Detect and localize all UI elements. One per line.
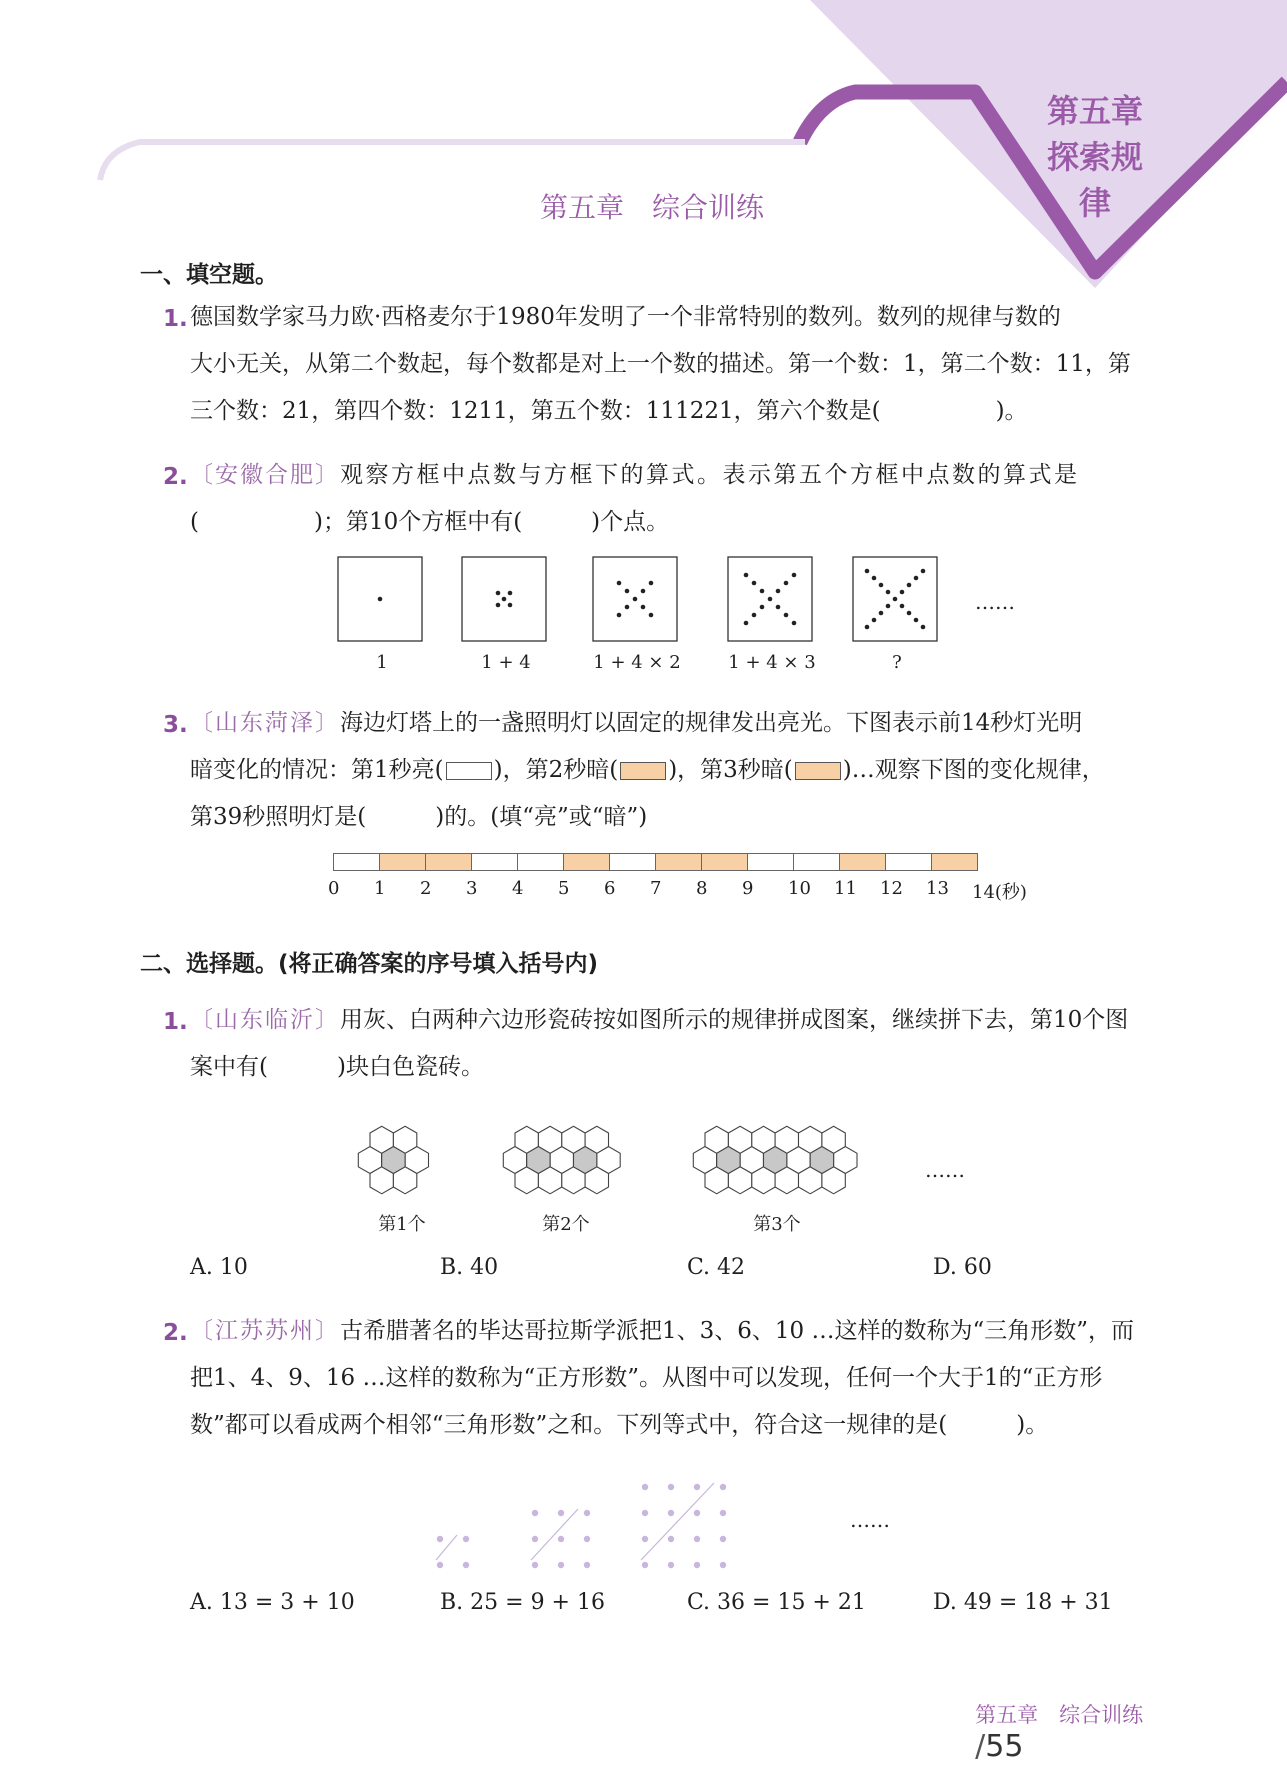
q2-ellipsis: …… [975,590,1015,614]
section1-title: 一、填空题。 [140,262,278,288]
s2q1-option-a: A. 10 [190,1255,248,1280]
grid-dot [668,1510,674,1516]
q2-line2: ( )；第10个方框中有( )个点。 [190,509,670,535]
grid-dot [584,1536,590,1542]
s2q2-number: 2. [163,1320,188,1346]
tick-label: 4 [512,878,524,899]
footer-label: 第五章 综合训练 [975,1703,1144,1727]
s2q1-line1-text: 用灰、白两种六边形瓷砖按如图所示的规律拼成图案，继续拼下去，第10个图 [340,1007,1129,1033]
tick-label: 1 [374,878,386,899]
dot-boxes-figure [330,552,950,652]
dark-swatch-1 [620,762,666,780]
tick-label: 7 [650,878,662,899]
q3-region-tag: 〔山东菏泽〕 [190,710,340,736]
dot-square-numbers-figure [430,1475,790,1575]
footer-separator: / [975,1729,986,1764]
q2-caption-4: 1 + 4 × 3 [728,652,816,673]
q3-line1 [190,700,1190,747]
hexagon-patterns-figure [350,1110,890,1210]
grid-dot [720,1536,726,1542]
q2-region-tag: 〔安徽合肥〕 [190,462,340,488]
s2q2-region-tag: 〔江苏苏州〕 [190,1318,340,1344]
second-light [333,853,380,871]
light-swatch [446,762,492,780]
q3-line2-part1: 暗变化的情况：第1秒亮( [190,757,444,783]
grid-dot [668,1562,674,1568]
hex-caption-2: 第2个 [542,1214,590,1235]
grid-dot [668,1536,674,1542]
grid-dot [558,1510,564,1516]
tick-label: 2 [420,878,432,899]
s2q2-line1 [190,1308,1190,1355]
grid-dot [437,1536,443,1542]
q3-line2 [190,747,1190,794]
grid-dot [584,1510,590,1516]
grid-dot [584,1562,590,1568]
q2-caption-3: 1 + 4 × 2 [593,652,681,673]
grid-dot [694,1510,700,1516]
tick-label: 14(秒) [972,882,1027,903]
grid-dot [437,1562,443,1568]
tick-label: 11 [834,878,857,899]
second-dark [931,853,978,871]
grid-dot [558,1562,564,1568]
q2-caption-5: ? [892,652,902,673]
chapter-label-line2: 探索规律 [1046,138,1143,222]
dark-swatch-2 [795,762,841,780]
s2q2-line3: 数”都可以看成两个相邻“三角形数”之和。下列等式中，符合这一规律的是( )。 [190,1412,1049,1438]
divider-line [641,1483,714,1560]
s2q1-region-tag: 〔山东临沂〕 [190,1007,340,1033]
grid-dot [558,1536,564,1542]
s2q2-option-b: B. 25 = 9 + 16 [440,1590,605,1615]
grid-dot [463,1536,469,1542]
q3-line1-text: 海边灯塔上的一盏照明灯以固定的规律发出亮光。下图表示前14秒灯光明 [340,710,1083,736]
grid-dot [642,1562,648,1568]
q1-line1: 德国数学家马力欧·西格麦尔于1980年发明了一个非常特别的数列。数列的规律与数的 [190,304,1061,330]
s2q2-option-d: D. 49 = 18 + 31 [933,1590,1113,1615]
tick-label: 0 [328,878,340,899]
s2q2-ellipsis: …… [850,1508,890,1532]
divider-line [531,1509,578,1560]
grid-dot [532,1536,538,1542]
q1-line2: 大小无关，从第二个数起，每个数都是对上一个数的描述。第一个数：1，第二个数：11，第 [190,351,1131,377]
section2-title: 二、选择题。(将正确答案的序号填入括号内) [140,951,599,977]
q2-line1 [190,452,1190,499]
second-light [517,853,564,871]
grid-dot [694,1562,700,1568]
chapter-label [1040,88,1150,226]
hex-caption-3: 第3个 [753,1214,801,1235]
grid-dot [668,1484,674,1490]
tick-label: 9 [742,878,754,899]
s2q2-option-c: C. 36 = 15 + 21 [687,1590,866,1615]
tick-label: 8 [696,878,708,899]
second-light [609,853,656,871]
tick-label: 5 [558,878,570,899]
grid-dot [642,1484,648,1490]
q1-line3: 三个数：21，第四个数：1211，第五个数：111221，第六个数是( )。 [190,398,1028,424]
chapter-label-line1: 第五章 [1046,92,1143,130]
q3-number: 3. [163,712,188,738]
grid-dot [642,1536,648,1542]
s2q1-line1 [190,997,1190,1044]
q3-line2-part3: )，第3秒暗( [668,757,793,783]
grid-dot [532,1562,538,1568]
grid-dot [694,1484,700,1490]
tick-label: 6 [604,878,616,899]
s2q1-number: 1. [163,1009,188,1035]
second-dark [701,853,748,871]
s2q1-option-d: D. 60 [933,1255,992,1280]
s2q2-option-a: A. 13 = 3 + 10 [190,1590,355,1615]
tick-label: 12 [880,878,903,899]
second-dark [839,853,886,871]
hex-caption-1: 第1个 [378,1214,426,1235]
s2q2-line2: 把1、4、9、16 …这样的数称为“正方形数”。从图中可以发现，任何一个大于1的“正方形 [190,1365,1103,1391]
q3-line3: 第39秒照明灯是( )的。(填“亮”或“暗”) [190,804,648,830]
s2q2-line1-text: 古希腊著名的毕达哥拉斯学派把1、3、6、10 …这样的数称为“三角形数”，而 [340,1318,1134,1344]
tick-label: 13 [926,878,949,899]
tick-label: 3 [466,878,478,899]
second-light [885,853,932,871]
s2q1-option-c: C. 42 [687,1255,746,1280]
grid-dot [642,1510,648,1516]
page-title: 第五章 综合训练 [540,191,765,224]
grid-dot [720,1510,726,1516]
second-light [747,853,794,871]
footer [965,1680,1143,1764]
s2q1-line2: 案中有( )块白色瓷砖。 [190,1054,484,1080]
tick-label: 10 [788,878,811,899]
grid-dot [720,1484,726,1490]
second-light [471,853,518,871]
q3-line2-part4: )…观察下图的变化规律， [842,757,1105,783]
second-dark [655,853,702,871]
q2-line1-text: 观察方框中点数与方框下的算式。表示第五个方框中点数的算式是 [340,462,1080,488]
light-timeline-bar [333,853,977,871]
second-dark [379,853,426,871]
page-number: 55 [985,1729,1024,1764]
timeline-ticks [328,878,1033,903]
grid-dot [720,1562,726,1568]
s2q1-ellipsis: …… [925,1158,965,1182]
second-light [793,853,840,871]
s2q1-option-b: B. 40 [440,1255,499,1280]
q2-caption-2: 1 + 4 [481,652,531,673]
grid-dot [463,1562,469,1568]
second-dark [425,853,472,871]
q2-caption-1: 1 [376,652,388,673]
q2-number: 2. [163,464,188,490]
q1-number: 1. [163,306,188,332]
q3-line2-part2: )，第2秒暗( [493,757,619,783]
grid-dot [694,1536,700,1542]
second-dark [563,853,610,871]
grid-dot [532,1510,538,1516]
